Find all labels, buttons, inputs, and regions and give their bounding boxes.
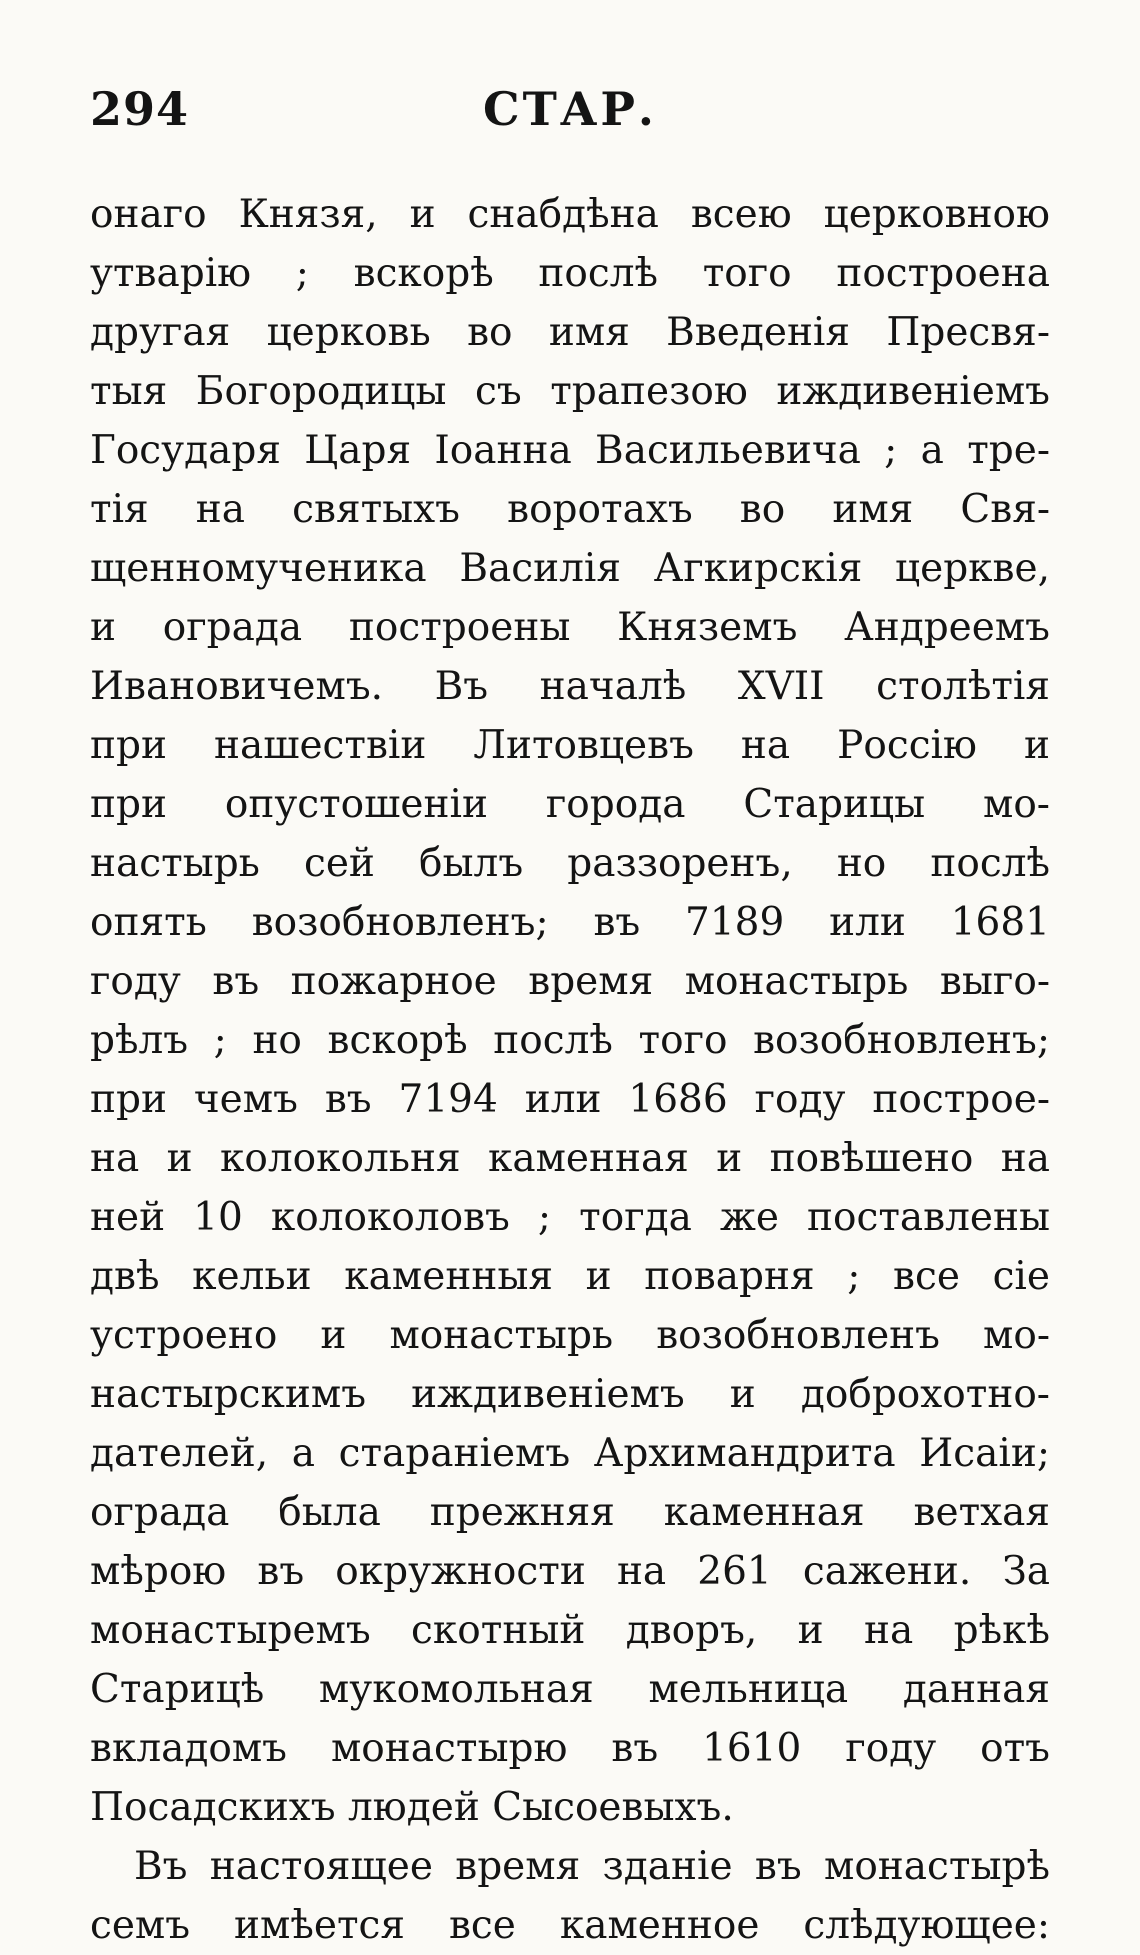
text-line: тыя Богородицы съ трапезою иждивеніемъ: [90, 369, 1050, 414]
body-text: [90, 185, 1050, 1955]
text-line: семъ имѣется все каменное слѣдующее:: [90, 1903, 1050, 1948]
text-line: настырь сей былъ раззоренъ, но послѣ: [90, 841, 1050, 886]
text-line: двѣ кельи каменныя и поварня ; все сіе: [90, 1254, 1050, 1299]
text-line: дателей, а стараніемъ Архимандрита Исаіи;: [90, 1431, 1050, 1476]
text-line: мѣрою въ окружности на 261 сажени. За: [90, 1549, 1050, 1594]
text-line: монастыремъ скотный дворъ, и на рѣкѣ: [90, 1608, 1050, 1653]
text-line: году въ пожарное время монастырь выго-: [90, 959, 1050, 1004]
text-line: вкладомъ монастырю въ 1610 году отъ: [90, 1726, 1050, 1771]
page-number: 294: [90, 82, 190, 136]
text-line: настырскимъ иждивеніемъ и доброхотно-: [90, 1372, 1050, 1417]
text-line: Ивановичемъ. Въ началѣ XVII столѣтія: [90, 664, 1050, 709]
text-line: Посадскихъ людей Сысоевыхъ.: [90, 1785, 734, 1830]
page-header: [90, 82, 1050, 152]
text-line: утварію ; вскорѣ послѣ того построена: [90, 251, 1050, 296]
text-line: щенномученика Василія Агкирскія церкве,: [90, 546, 1050, 591]
text-line: онаго Князя, и снабдѣна всею церковною: [90, 192, 1050, 237]
text-line: и ограда построены Княземъ Андреемъ: [90, 605, 1050, 650]
text-line: Государя Царя Іоанна Васильевича ; а тре-: [90, 428, 1050, 473]
text-line: тія на святыхъ воротахъ во имя Свя-: [90, 487, 1050, 532]
text-line: рѣлъ ; но вскорѣ послѣ того возобновленъ;: [90, 1018, 1050, 1063]
text-line: при нашествіи Литовцевъ на Россію и: [90, 723, 1050, 768]
text-line: опять возобновленъ; въ 7189 или 1681: [90, 900, 1050, 945]
running-head: СТАР.: [483, 82, 657, 136]
text-line: при чемъ въ 7194 или 1686 году построе-: [90, 1077, 1050, 1122]
text-line: при опустошеніи города Старицы мо-: [90, 782, 1050, 827]
text-line: устроено и монастырь возобновленъ мо-: [90, 1313, 1050, 1358]
text-line: Старицѣ мукомольная мельница данная: [90, 1667, 1050, 1712]
text-line: на и колокольня каменная и повѣшено на: [90, 1136, 1050, 1181]
text-line: Въ настоящее время зданіе въ монастырѣ: [134, 1844, 1050, 1889]
text-line: ней 10 колоколовъ ; тогда же поставлены: [90, 1195, 1050, 1240]
text-line: другая церковь во имя Введенія Пресвя-: [90, 310, 1050, 355]
text-line: ограда была прежняя каменная ветхая: [90, 1490, 1050, 1535]
